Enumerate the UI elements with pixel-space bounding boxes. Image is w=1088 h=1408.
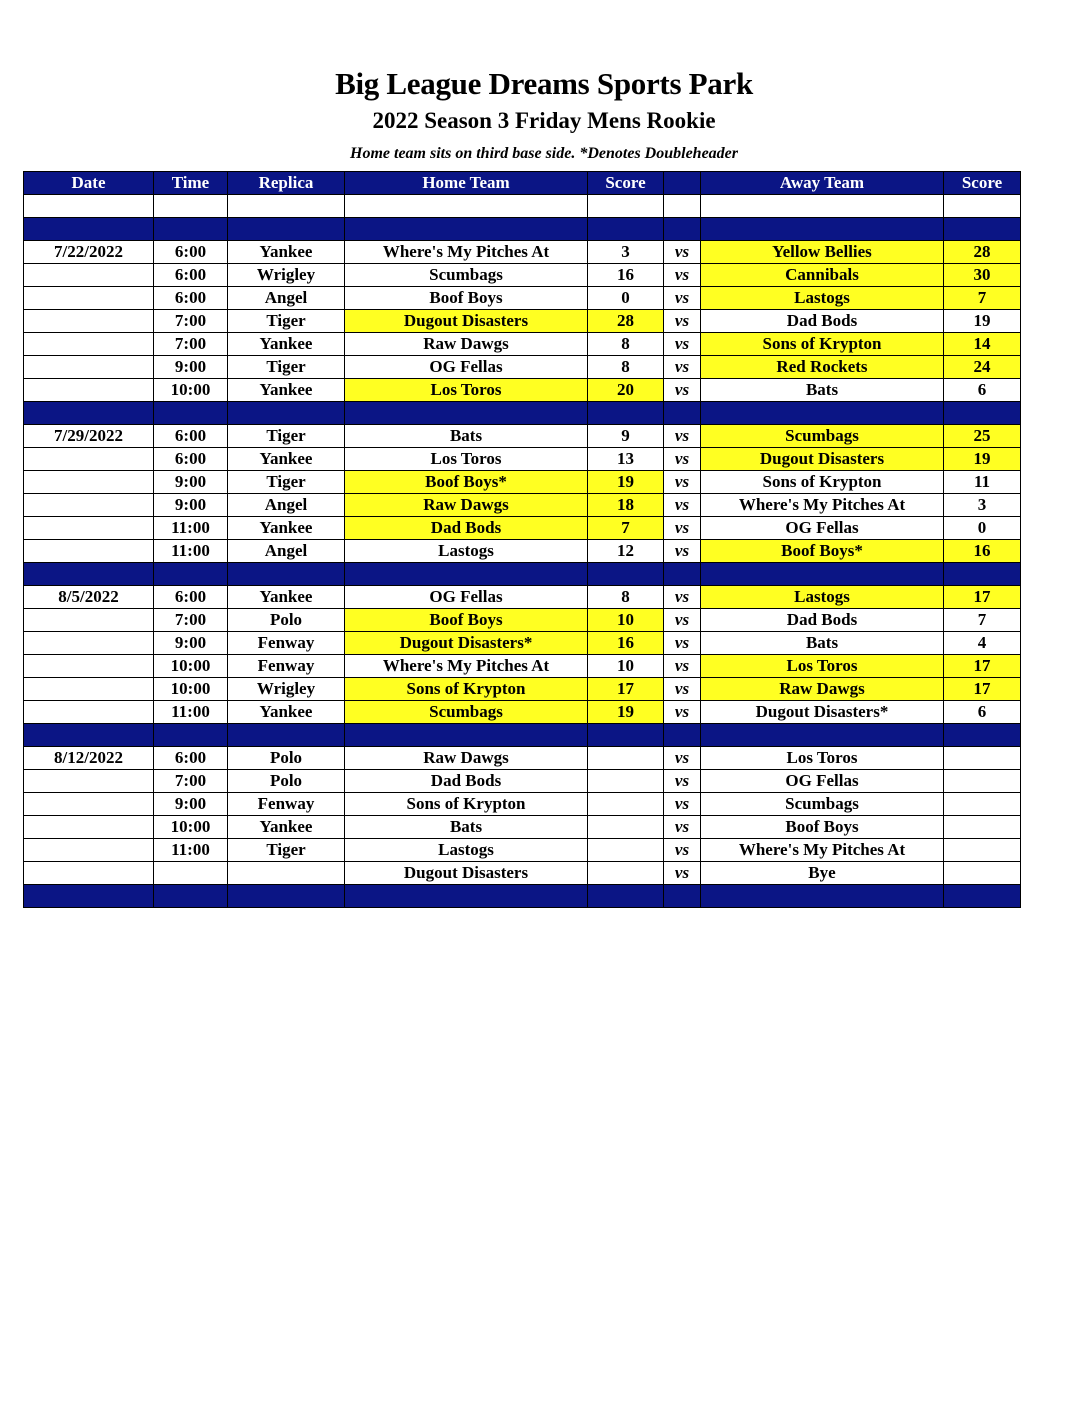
away-team-cell: Dugout Disasters <box>701 448 944 471</box>
home-team-cell: Lastogs <box>345 540 588 563</box>
home-score-cell <box>588 747 664 770</box>
game-row <box>24 816 1021 839</box>
home-team-cell: Raw Dawgs <box>345 747 588 770</box>
game-row <box>24 540 1021 563</box>
empty-cell <box>228 195 345 218</box>
time-cell: 9:00 <box>154 494 228 517</box>
home-score-cell: 7 <box>588 517 664 540</box>
date-cell <box>24 609 154 632</box>
empty-cell <box>664 563 701 586</box>
game-row <box>24 655 1021 678</box>
date-cell <box>24 862 154 885</box>
away-score-cell: 6 <box>944 379 1021 402</box>
date-cell <box>24 310 154 333</box>
away-score-cell: 17 <box>944 678 1021 701</box>
away-score-cell: 24 <box>944 356 1021 379</box>
replica-cell: Polo <box>228 609 345 632</box>
time-cell: 6:00 <box>154 264 228 287</box>
empty-cell <box>664 195 701 218</box>
empty-cell <box>345 402 588 425</box>
col-vs-header <box>664 172 701 195</box>
time-cell: 6:00 <box>154 448 228 471</box>
replica-cell: Fenway <box>228 632 345 655</box>
empty-cell <box>588 218 664 241</box>
away-team-cell: OG Fellas <box>701 770 944 793</box>
home-team-cell: Sons of Krypton <box>345 793 588 816</box>
replica-cell: Angel <box>228 540 345 563</box>
game-row <box>24 356 1021 379</box>
time-cell: 11:00 <box>154 839 228 862</box>
home-team-cell: Boof Boys <box>345 287 588 310</box>
empty-cell <box>944 563 1021 586</box>
vs-cell: vs <box>664 678 701 701</box>
date-cell <box>24 655 154 678</box>
vs-cell: vs <box>664 425 701 448</box>
date-cell: 7/29/2022 <box>24 425 154 448</box>
vs-cell: vs <box>664 701 701 724</box>
vs-cell: vs <box>664 770 701 793</box>
schedule-body <box>24 195 1021 908</box>
empty-cell <box>228 885 345 908</box>
date-cell <box>24 356 154 379</box>
replica-cell: Fenway <box>228 793 345 816</box>
replica-cell: Yankee <box>228 379 345 402</box>
time-cell: 10:00 <box>154 678 228 701</box>
replica-cell: Yankee <box>228 241 345 264</box>
home-score-cell: 28 <box>588 310 664 333</box>
date-cell <box>24 632 154 655</box>
home-team-cell: Scumbags <box>345 701 588 724</box>
home-team-cell: Where's My Pitches At <box>345 241 588 264</box>
home-team-cell: Boof Boys* <box>345 471 588 494</box>
game-row <box>24 448 1021 471</box>
date-cell <box>24 517 154 540</box>
away-team-cell: Dad Bods <box>701 310 944 333</box>
home-score-cell <box>588 793 664 816</box>
empty-cell <box>588 724 664 747</box>
home-score-cell: 13 <box>588 448 664 471</box>
vs-cell: vs <box>664 793 701 816</box>
replica-cell: Yankee <box>228 816 345 839</box>
replica-cell: Tiger <box>228 310 345 333</box>
empty-cell <box>154 218 228 241</box>
replica-cell: Tiger <box>228 839 345 862</box>
time-cell: 10:00 <box>154 655 228 678</box>
col-replica-header: Replica <box>228 172 345 195</box>
vs-cell: vs <box>664 609 701 632</box>
away-team-cell: Yellow Bellies <box>701 241 944 264</box>
replica-cell: Yankee <box>228 517 345 540</box>
season-subtitle: 2022 Season 3 Friday Mens Rookie <box>372 108 716 133</box>
vs-cell: vs <box>664 655 701 678</box>
empty-cell <box>345 195 588 218</box>
time-cell: 11:00 <box>154 701 228 724</box>
col-home-team-header: Home Team <box>345 172 588 195</box>
time-cell: 6:00 <box>154 425 228 448</box>
vs-cell: vs <box>664 839 701 862</box>
away-team-cell: Where's My Pitches At <box>701 494 944 517</box>
home-score-cell: 8 <box>588 356 664 379</box>
vs-cell: vs <box>664 471 701 494</box>
empty-cell <box>588 402 664 425</box>
vs-cell: vs <box>664 517 701 540</box>
game-row <box>24 264 1021 287</box>
week-separator <box>24 563 1021 586</box>
replica-cell: Wrigley <box>228 264 345 287</box>
empty-cell <box>345 218 588 241</box>
game-row <box>24 471 1021 494</box>
empty-cell <box>588 885 664 908</box>
empty-cell <box>701 218 944 241</box>
empty-cell <box>345 563 588 586</box>
game-row <box>24 586 1021 609</box>
vs-cell: vs <box>664 310 701 333</box>
week-separator <box>24 724 1021 747</box>
vs-cell: vs <box>664 333 701 356</box>
home-score-cell <box>588 770 664 793</box>
away-team-cell: Scumbags <box>701 793 944 816</box>
vs-cell: vs <box>664 747 701 770</box>
empty-cell <box>701 195 944 218</box>
time-cell: 6:00 <box>154 586 228 609</box>
home-team-cell: Raw Dawgs <box>345 333 588 356</box>
home-score-cell <box>588 839 664 862</box>
away-score-cell: 4 <box>944 632 1021 655</box>
empty-cell <box>944 885 1021 908</box>
away-team-cell: Raw Dawgs <box>701 678 944 701</box>
empty-cell <box>588 563 664 586</box>
vs-cell: vs <box>664 264 701 287</box>
page-title: Big League Dreams Sports Park <box>335 66 753 101</box>
vs-cell: vs <box>664 862 701 885</box>
home-score-cell: 12 <box>588 540 664 563</box>
date-cell <box>24 770 154 793</box>
away-team-cell: Lastogs <box>701 287 944 310</box>
home-team-cell: Dad Bods <box>345 517 588 540</box>
away-score-cell: 16 <box>944 540 1021 563</box>
home-team-cell: Lastogs <box>345 839 588 862</box>
schedule-table <box>23 171 1021 908</box>
home-team-cell: Where's My Pitches At <box>345 655 588 678</box>
away-score-cell: 25 <box>944 425 1021 448</box>
home-score-cell <box>588 816 664 839</box>
home-score-cell: 9 <box>588 425 664 448</box>
empty-cell <box>24 195 154 218</box>
empty-cell <box>588 195 664 218</box>
replica-cell: Wrigley <box>228 678 345 701</box>
empty-cell <box>664 402 701 425</box>
empty-cell <box>228 402 345 425</box>
empty-cell <box>24 218 154 241</box>
away-score-cell: 17 <box>944 655 1021 678</box>
empty-cell <box>154 724 228 747</box>
vs-cell: vs <box>664 356 701 379</box>
game-row <box>24 609 1021 632</box>
week-separator <box>24 885 1021 908</box>
empty-cell <box>345 724 588 747</box>
col-time-header: Time <box>154 172 228 195</box>
home-team-cell: Los Toros <box>345 448 588 471</box>
home-score-cell: 19 <box>588 701 664 724</box>
empty-cell <box>24 885 154 908</box>
away-score-cell: 7 <box>944 609 1021 632</box>
replica-cell: Tiger <box>228 425 345 448</box>
away-score-cell <box>944 816 1021 839</box>
empty-cell <box>345 885 588 908</box>
empty-cell <box>24 724 154 747</box>
away-team-cell: Lastogs <box>701 586 944 609</box>
empty-cell <box>701 563 944 586</box>
vs-cell: vs <box>664 287 701 310</box>
empty-cell <box>701 885 944 908</box>
date-cell <box>24 816 154 839</box>
away-team-cell: Where's My Pitches At <box>701 839 944 862</box>
away-team-cell: Los Toros <box>701 747 944 770</box>
home-team-cell: Sons of Krypton <box>345 678 588 701</box>
empty-cell <box>944 218 1021 241</box>
game-row <box>24 770 1021 793</box>
date-cell <box>24 264 154 287</box>
col-date-header: Date <box>24 172 154 195</box>
home-team-cell: Los Toros <box>345 379 588 402</box>
time-cell: 9:00 <box>154 793 228 816</box>
away-score-cell <box>944 793 1021 816</box>
vs-cell: vs <box>664 632 701 655</box>
away-team-cell: Dad Bods <box>701 609 944 632</box>
empty-cell <box>154 402 228 425</box>
vs-cell: vs <box>664 379 701 402</box>
col-away-team-header: Away Team <box>701 172 944 195</box>
replica-cell: Yankee <box>228 333 345 356</box>
game-row <box>24 241 1021 264</box>
replica-cell: Angel <box>228 494 345 517</box>
home-score-cell: 10 <box>588 655 664 678</box>
time-cell: 9:00 <box>154 632 228 655</box>
away-score-cell: 19 <box>944 310 1021 333</box>
away-team-cell: Bats <box>701 379 944 402</box>
date-cell <box>24 540 154 563</box>
date-cell: 8/5/2022 <box>24 586 154 609</box>
game-row <box>24 701 1021 724</box>
home-score-cell: 8 <box>588 333 664 356</box>
replica-cell: Fenway <box>228 655 345 678</box>
date-cell <box>24 471 154 494</box>
date-cell <box>24 678 154 701</box>
time-cell: 11:00 <box>154 517 228 540</box>
away-score-cell: 3 <box>944 494 1021 517</box>
replica-cell: Yankee <box>228 586 345 609</box>
time-cell: 7:00 <box>154 770 228 793</box>
game-row <box>24 793 1021 816</box>
home-team-cell: Scumbags <box>345 264 588 287</box>
date-cell <box>24 379 154 402</box>
replica-cell: Tiger <box>228 356 345 379</box>
time-cell: 6:00 <box>154 287 228 310</box>
game-row <box>24 333 1021 356</box>
blank-row <box>24 195 1021 218</box>
date-cell: 7/22/2022 <box>24 241 154 264</box>
date-cell <box>24 839 154 862</box>
vs-cell: vs <box>664 540 701 563</box>
away-score-cell: 0 <box>944 517 1021 540</box>
away-score-cell: 19 <box>944 448 1021 471</box>
game-row <box>24 494 1021 517</box>
away-team-cell: Boof Boys <box>701 816 944 839</box>
empty-cell <box>944 402 1021 425</box>
away-team-cell: OG Fellas <box>701 517 944 540</box>
time-cell: 7:00 <box>154 310 228 333</box>
home-score-cell: 16 <box>588 632 664 655</box>
away-team-cell: Sons of Krypton <box>701 471 944 494</box>
home-score-cell: 20 <box>588 379 664 402</box>
game-row <box>24 379 1021 402</box>
replica-cell: Tiger <box>228 471 345 494</box>
home-team-cell: Bats <box>345 816 588 839</box>
week-separator <box>24 402 1021 425</box>
empty-cell <box>228 563 345 586</box>
empty-cell <box>154 195 228 218</box>
empty-cell <box>701 402 944 425</box>
away-team-cell: Sons of Krypton <box>701 333 944 356</box>
week-separator <box>24 218 1021 241</box>
replica-cell: Polo <box>228 747 345 770</box>
away-score-cell: 28 <box>944 241 1021 264</box>
time-cell: 10:00 <box>154 379 228 402</box>
schedule-note: Home team sits on third base side. *Denotes Doubleheader <box>350 145 738 162</box>
away-score-cell <box>944 839 1021 862</box>
home-score-cell: 16 <box>588 264 664 287</box>
time-cell: 9:00 <box>154 356 228 379</box>
vs-cell: vs <box>664 448 701 471</box>
away-score-cell <box>944 770 1021 793</box>
game-row <box>24 839 1021 862</box>
empty-cell <box>701 724 944 747</box>
col-away-score-header: Score <box>944 172 1021 195</box>
time-cell: 6:00 <box>154 241 228 264</box>
home-score-cell: 0 <box>588 287 664 310</box>
time-cell: 9:00 <box>154 471 228 494</box>
empty-cell <box>154 885 228 908</box>
vs-cell: vs <box>664 241 701 264</box>
date-cell <box>24 494 154 517</box>
away-score-cell <box>944 747 1021 770</box>
home-team-cell: Dugout Disasters <box>345 310 588 333</box>
game-row <box>24 310 1021 333</box>
away-score-cell <box>944 862 1021 885</box>
home-score-cell: 10 <box>588 609 664 632</box>
game-row <box>24 632 1021 655</box>
game-row <box>24 287 1021 310</box>
away-score-cell: 11 <box>944 471 1021 494</box>
empty-cell <box>228 724 345 747</box>
game-row <box>24 747 1021 770</box>
away-team-cell: Cannibals <box>701 264 944 287</box>
replica-cell <box>228 862 345 885</box>
away-score-cell: 14 <box>944 333 1021 356</box>
home-team-cell: Dugout Disasters <box>345 862 588 885</box>
home-team-cell: Dugout Disasters* <box>345 632 588 655</box>
home-score-cell: 17 <box>588 678 664 701</box>
away-score-cell: 6 <box>944 701 1021 724</box>
replica-cell: Polo <box>228 770 345 793</box>
replica-cell: Angel <box>228 287 345 310</box>
away-team-cell: Los Toros <box>701 655 944 678</box>
replica-cell: Yankee <box>228 701 345 724</box>
away-team-cell: Bye <box>701 862 944 885</box>
empty-cell <box>664 885 701 908</box>
empty-cell <box>664 724 701 747</box>
time-cell <box>154 862 228 885</box>
home-score-cell <box>588 862 664 885</box>
away-team-cell: Boof Boys* <box>701 540 944 563</box>
home-team-cell: Raw Dawgs <box>345 494 588 517</box>
home-team-cell: OG Fellas <box>345 356 588 379</box>
header-row <box>24 172 1021 195</box>
col-home-score-header: Score <box>588 172 664 195</box>
game-row <box>24 425 1021 448</box>
home-team-cell: Boof Boys <box>345 609 588 632</box>
home-score-cell: 8 <box>588 586 664 609</box>
vs-cell: vs <box>664 494 701 517</box>
date-cell <box>24 287 154 310</box>
game-row <box>24 862 1021 885</box>
empty-cell <box>24 563 154 586</box>
home-score-cell: 18 <box>588 494 664 517</box>
game-row <box>24 517 1021 540</box>
away-score-cell: 17 <box>944 586 1021 609</box>
empty-cell <box>154 563 228 586</box>
time-cell: 11:00 <box>154 540 228 563</box>
empty-cell <box>944 724 1021 747</box>
vs-cell: vs <box>664 816 701 839</box>
away-team-cell: Red Rockets <box>701 356 944 379</box>
away-team-cell: Dugout Disasters* <box>701 701 944 724</box>
away-team-cell: Bats <box>701 632 944 655</box>
date-cell <box>24 448 154 471</box>
empty-cell <box>228 218 345 241</box>
date-cell <box>24 793 154 816</box>
date-cell <box>24 701 154 724</box>
time-cell: 7:00 <box>154 333 228 356</box>
empty-cell <box>944 195 1021 218</box>
date-cell: 8/12/2022 <box>24 747 154 770</box>
home-team-cell: Dad Bods <box>345 770 588 793</box>
time-cell: 10:00 <box>154 816 228 839</box>
time-cell: 6:00 <box>154 747 228 770</box>
time-cell: 7:00 <box>154 609 228 632</box>
date-cell <box>24 333 154 356</box>
replica-cell: Yankee <box>228 448 345 471</box>
home-score-cell: 19 <box>588 471 664 494</box>
home-team-cell: OG Fellas <box>345 586 588 609</box>
away-score-cell: 7 <box>944 287 1021 310</box>
empty-cell <box>664 218 701 241</box>
home-score-cell: 3 <box>588 241 664 264</box>
away-team-cell: Scumbags <box>701 425 944 448</box>
game-row <box>24 678 1021 701</box>
vs-cell: vs <box>664 586 701 609</box>
empty-cell <box>24 402 154 425</box>
home-team-cell: Bats <box>345 425 588 448</box>
away-score-cell: 30 <box>944 264 1021 287</box>
